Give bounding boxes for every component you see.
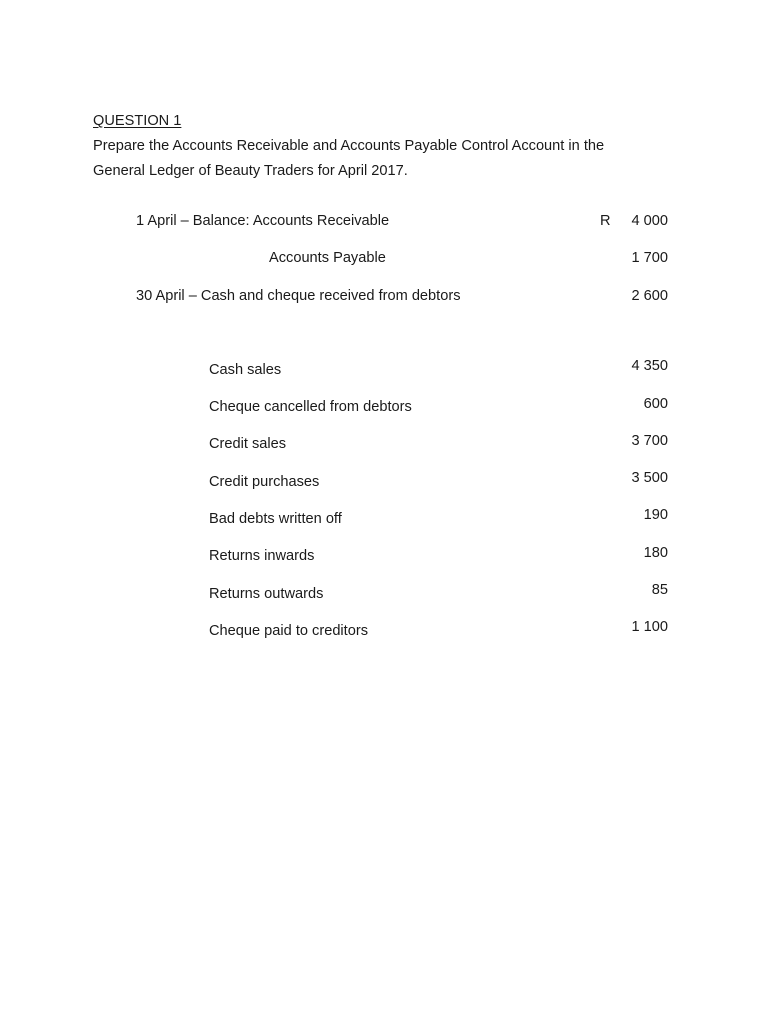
transaction-value: 3 500 (631, 470, 668, 486)
balance-row-value: 2 600 (631, 288, 668, 304)
question-heading: QUESTION 1 (93, 113, 182, 129)
question-text-line-2: General Ledger of Beauty Traders for April 2017. (93, 163, 408, 179)
transaction-label: Cheque paid to creditors (209, 623, 369, 639)
question-text-line-1: Prepare the Accounts Receivable and Accounts Payable Control Account in the (93, 138, 605, 154)
transaction-value: 1 100 (631, 619, 668, 635)
transaction-label: Bad debts written off (209, 511, 342, 527)
balance-row-label: Accounts Payable (269, 250, 386, 266)
transaction-label: Returns outwards (209, 586, 324, 602)
transaction-value: 190 (643, 507, 668, 523)
transaction-value: 85 (651, 582, 668, 598)
balance-row-label: 30 April – Cash and cheque received from debtors (136, 288, 461, 304)
transaction-value: 600 (643, 396, 668, 412)
transaction-label: Credit purchases (209, 474, 320, 490)
balance-row-value: 4 000 (631, 213, 668, 229)
currency-symbol: R (600, 213, 611, 229)
transaction-value: 3 700 (631, 433, 668, 449)
transaction-value: 4 350 (631, 358, 668, 374)
balance-row-label: 1 April – Balance: Accounts Receivable (136, 213, 390, 229)
transaction-label: Cash sales (209, 362, 282, 378)
transaction-label: Cheque cancelled from debtors (209, 399, 412, 415)
transaction-label: Credit sales (209, 436, 287, 452)
transaction-value: 180 (643, 545, 668, 561)
transaction-label: Returns inwards (209, 548, 315, 564)
balance-row-value: 1 700 (631, 250, 668, 266)
